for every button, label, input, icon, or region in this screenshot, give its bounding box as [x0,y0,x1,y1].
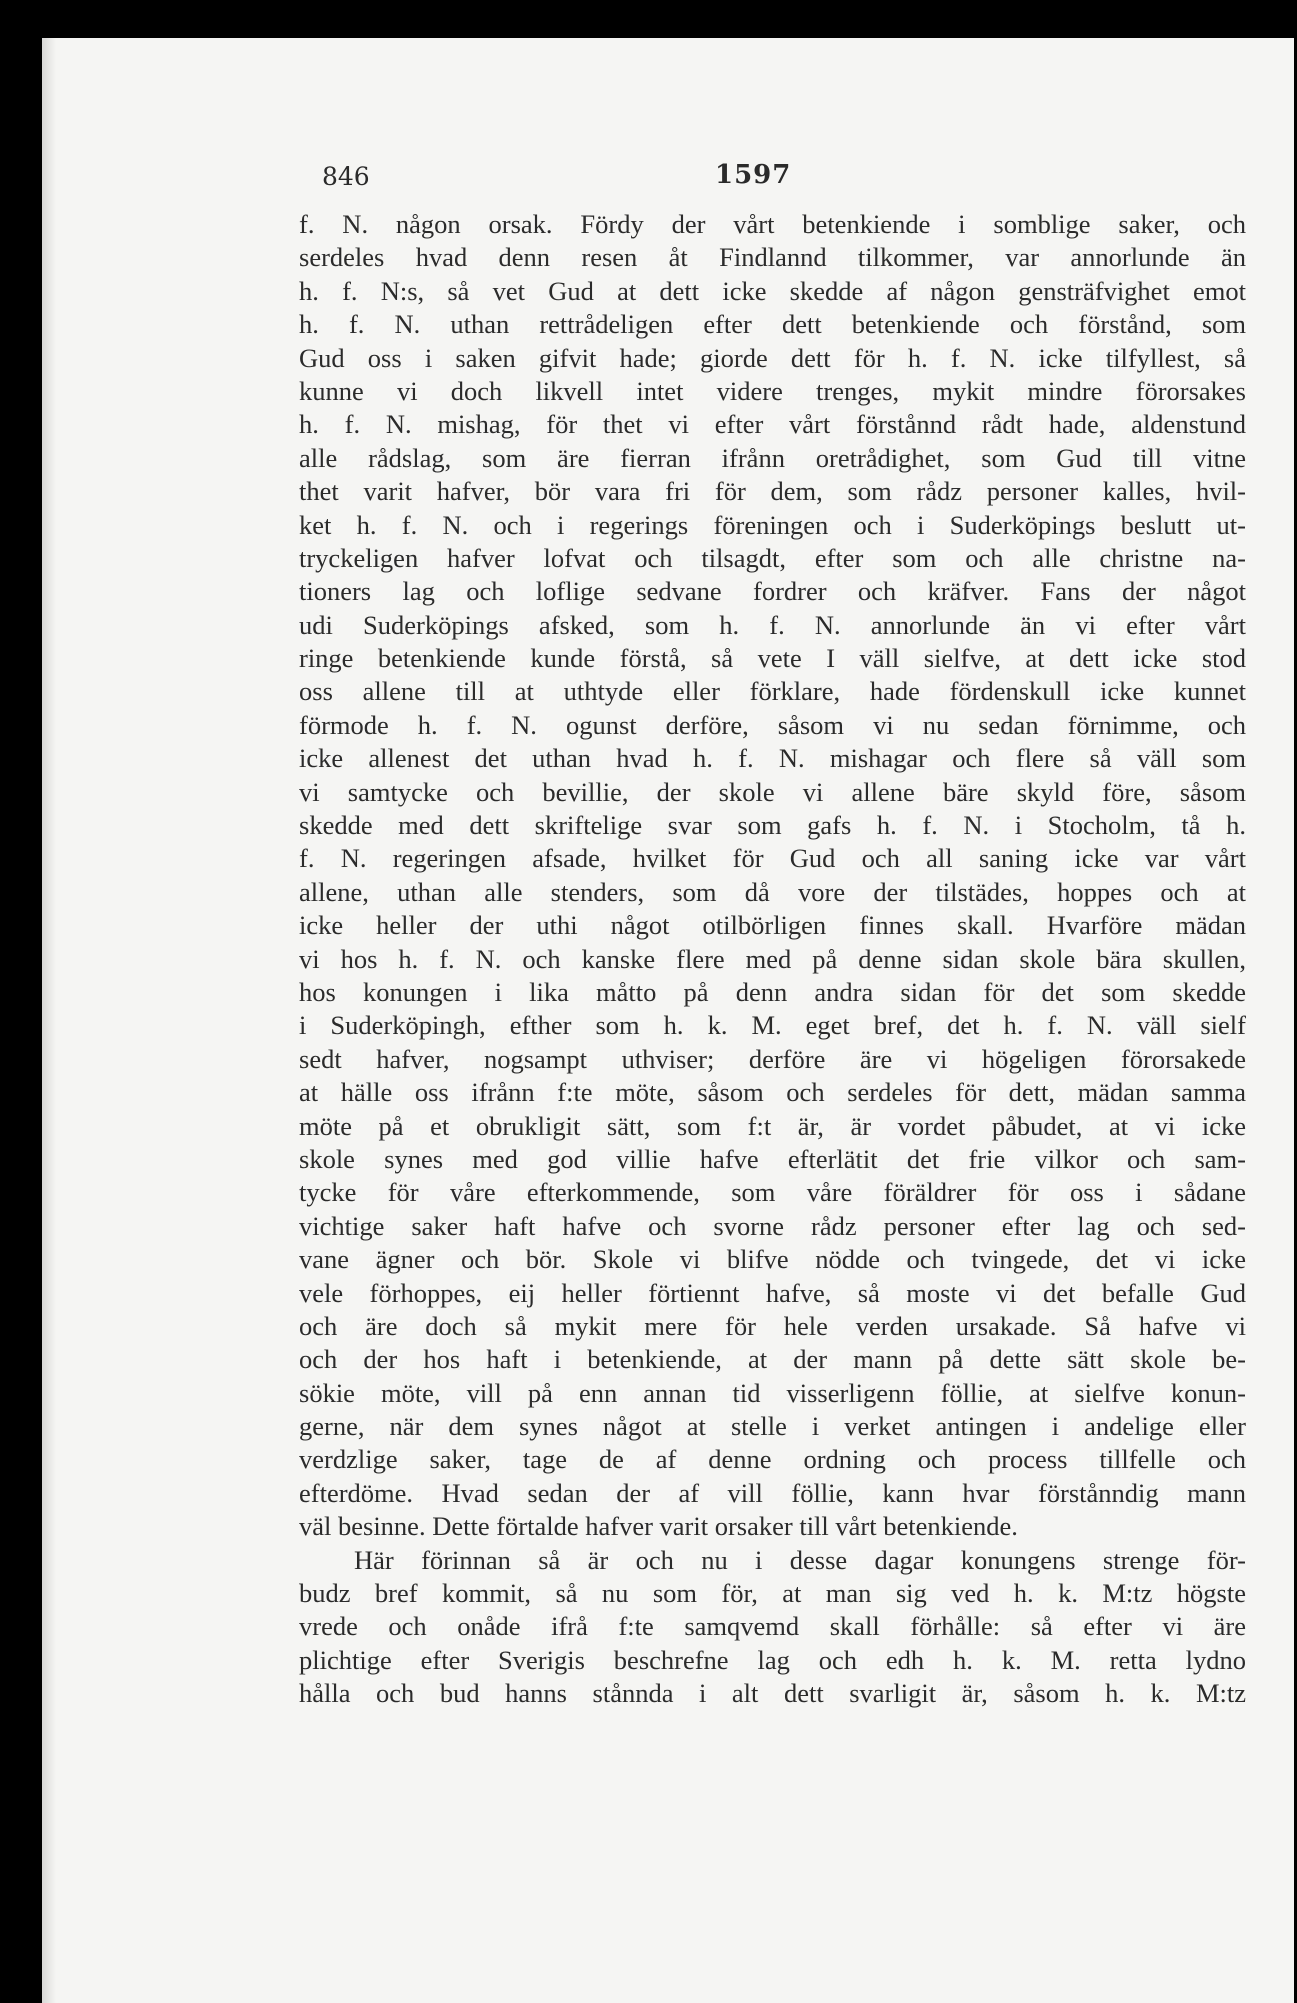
text-line: gerne, när dem synes något at stelle i verket antingen i andelige eller [299,1411,1246,1442]
text-line: budz bref kommit, så nu som för, at man sig ved h. k. M:tz högste [299,1578,1246,1609]
text-line: skole synes med god villie hafve efterlätit det frie vilkor och sam- [299,1143,1246,1174]
text-line: efterdöme. Hvad sedan der af vill föllie, kann hvar förstånndig mann [299,1477,1246,1508]
text-line: plichtige efter Sverigis beschrefne lag och edh h. k. M. retta lydno [299,1644,1246,1675]
text-line: möte på et obrukligit sätt, som f:t är, är vordet påbudet, at vi icke [299,1110,1246,1141]
text-line: tioners lag och loflige sedvane fordrer och kräfver. Fans der något [299,576,1246,607]
page-gutter-shadow [42,38,56,2003]
text-line: ringe betenkiende kunde förstå, så vete I väll sielfve, at dett icke stod [299,643,1246,674]
text-line: Här förinnan så är och nu i desse dagar konungens strenge för- [354,1544,1246,1575]
text-line: vane ägner och bör. Skole vi blifve nödde och tvingede, det vi icke [299,1244,1246,1275]
text-line: kunne vi doch likvell intet videre trenges, mykit mindre förorsakes [299,375,1246,406]
text-line: h. f. N:s, så vet Gud at dett icke skedde af någon gensträfvighet emot [299,275,1246,306]
text-line: sedt hafver, nogsampt uthviser; derföre äre vi högeligen förorsakede [299,1043,1246,1074]
text-line: i Suderköpingh, efther som h. k. M. eget bref, det h. f. N. väll sielf [299,1010,1246,1041]
text-line: verdzlige saker, tage de af denne ordning och process tillfelle och [299,1444,1246,1475]
text-line: allene, uthan alle stenders, som då vore der tilstädes, hoppes och at [299,876,1246,907]
text-line: vichtige saker haft hafve och svorne rådz personer efter lag och sed- [299,1210,1246,1241]
page-header [42,154,1294,194]
page-number: 846 [322,162,370,191]
text-line: udi Suderköpings afsked, som h. f. N. annorlunde än vi efter vårt [299,609,1246,640]
text-line: icke allenest det uthan hvad h. f. N. mishagar och flere så väll som [299,743,1246,774]
body-text [299,208,1246,1711]
text-line: Gud oss i saken gifvit hade; giorde dett för h. f. N. icke tilfyllest, så [299,342,1246,373]
text-line: hålla och bud hanns stånnda i alt dett svarligit är, såsom h. k. M:tz [299,1678,1246,1709]
text-line: och äre doch så mykit mere för hele verden ursakade. Så hafve vi [299,1310,1246,1341]
text-line: f. N. regeringen afsade, hvilket för Gud och all saning icke var vårt [299,843,1246,874]
running-head-year: 1597 [715,160,792,190]
text-line: alle rådslag, som äre fierran ifrånn oretrådighet, som Gud till vitne [299,442,1246,473]
text-line: h. f. N. mishag, för thet vi efter vårt förstånnd rådt hade, aldenstund [299,409,1246,440]
text-line: och der hos haft i betenkiende, at der mann på dette sätt skole be- [299,1344,1246,1375]
text-line: sökie möte, vill på enn annan tid visserligenn föllie, at sielfve konun- [299,1377,1246,1408]
text-line: icke heller der uthi något otilbörligen finnes skall. Hvarföre mädan [299,910,1246,941]
text-line: förmode h. f. N. ogunst derföre, såsom vi nu sedan förnimme, och [299,709,1246,740]
text-line: vi samtycke och bevillie, der skole vi allene bäre skyld före, såsom [299,776,1246,807]
text-line: ket h. f. N. och i regerings föreningen och i Suderköpings beslutt ut- [299,509,1246,540]
text-line: vi hos h. f. N. och kanske flere med på denne sidan skole bära skullen, [299,943,1246,974]
text-line: thet varit hafver, bör vara fri för dem, som rådz personer kalles, hvil- [299,476,1246,507]
text-line: serdeles hvad denn resen åt Findlannd tilkommer, var annorlunde än [299,242,1246,273]
text-line: vrede och onåde ifrå f:te samqvemd skall förhålle: så efter vi äre [299,1611,1246,1642]
text-line: tycke för våre efterkommende, som våre föräldrer för oss i sådane [299,1177,1246,1208]
text-line: at hälle oss ifrånn f:te möte, såsom och serdeles för dett, mädan samma [299,1077,1246,1108]
text-line: f. N. någon orsak. Fördy der vårt betenkiende i somblige saker, och [299,209,1246,239]
text-line: tryckeligen hafver lofvat och tilsagdt, efter som och alle christne na- [299,542,1246,573]
text-line: h. f. N. uthan rettrådeligen efter dett betenkiende och förstånd, som [299,309,1246,340]
text-line: väl besinne. Dette förtalde hafver varit orsaker till vårt betenkiende. [299,1511,1018,1542]
text-line: oss allene till at uthtyde eller förklare, hade fördenskull icke kunnet [299,676,1246,707]
book-page [42,38,1294,2003]
text-line: vele förhoppes, eij heller förtiennt hafve, så moste vi det befalle Gud [299,1277,1246,1308]
text-line: skedde med dett skriftelige svar som gafs h. f. N. i Stocholm, tå h. [299,810,1246,841]
text-line: hos konungen i lika måtto på denn andra sidan för det som skedde [299,976,1246,1007]
